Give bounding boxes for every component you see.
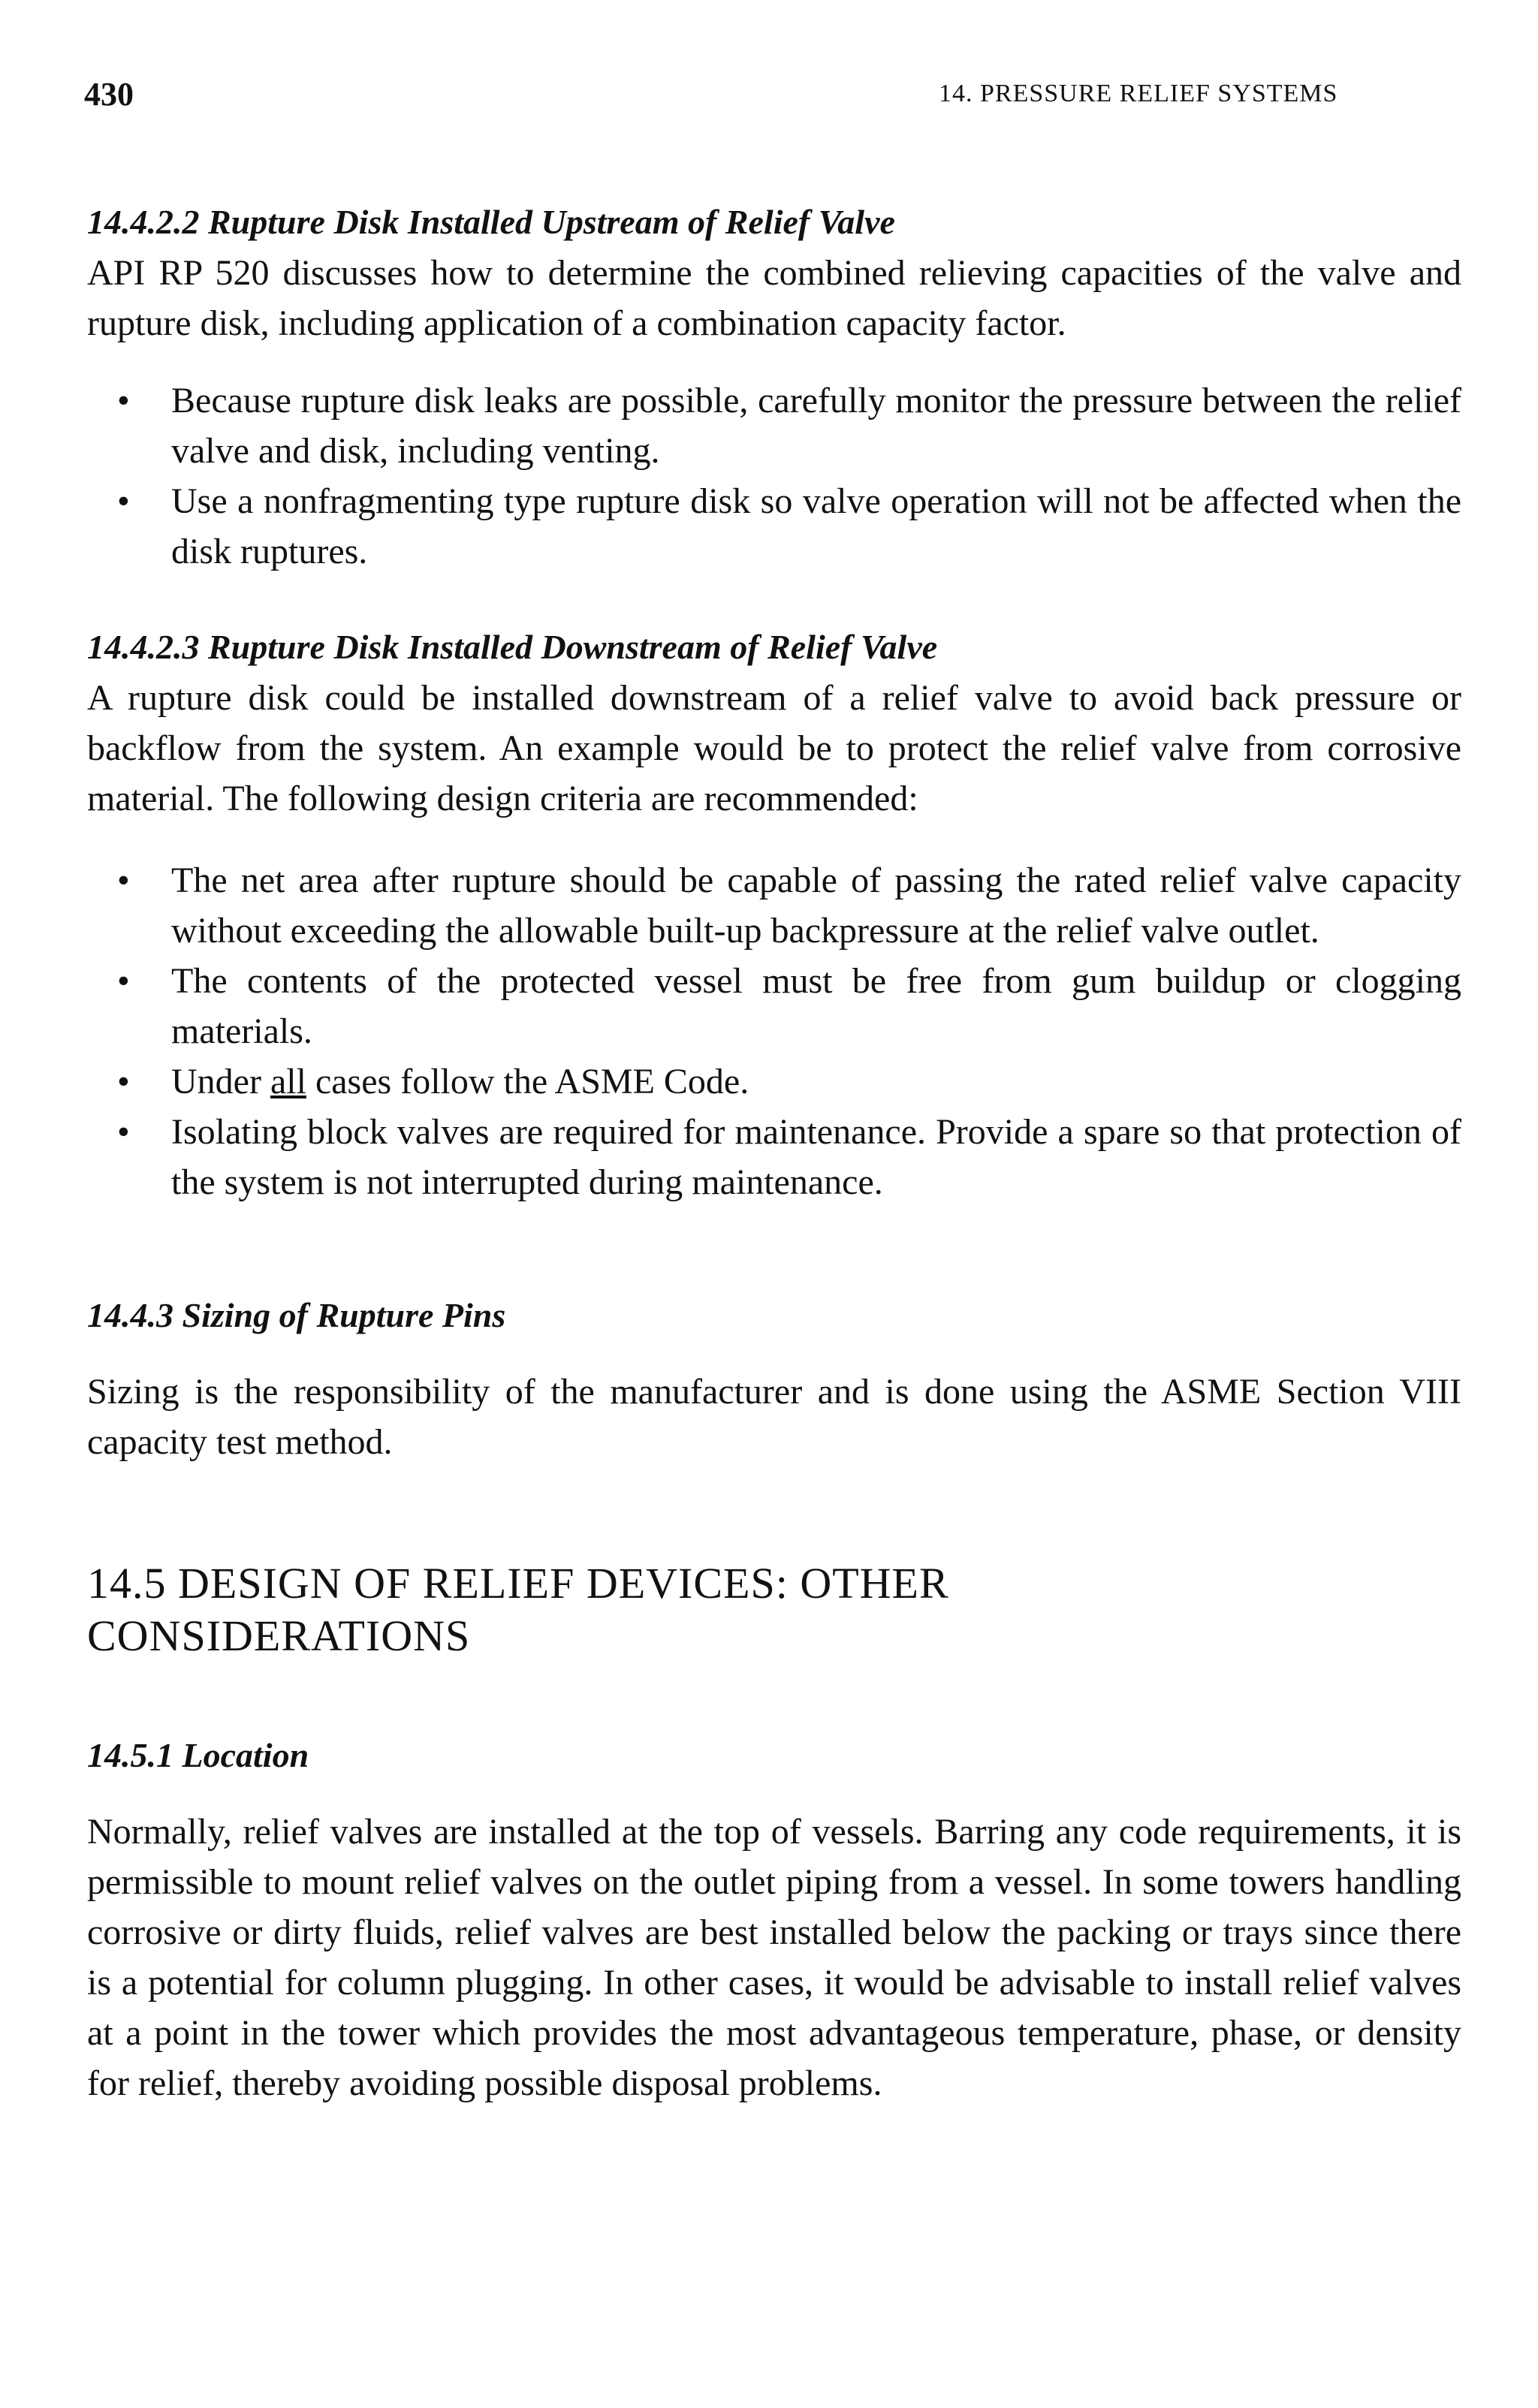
bullet-icon: • — [117, 860, 130, 900]
list-item-text-post: cases follow the ASME Code. — [315, 1062, 749, 1102]
bullet-icon: • — [117, 1062, 130, 1102]
list-item — [87, 855, 1461, 956]
heading-14-4-3: 14.4.3 Sizing of Rupture Pins — [87, 1296, 506, 1334]
heading-14-4-2-2: 14.4.2.2 Rupture Disk Installed Upstream of Relief Valve — [87, 203, 895, 241]
bullet-list-14-4-2-3 — [87, 855, 1461, 1207]
list-item-text: Use a nonfragmenting type rupture disk so valve operation will not be affected when the disk ruptures. — [171, 481, 1461, 571]
bullet-icon: • — [117, 961, 130, 1001]
bullet-icon: • — [117, 481, 130, 521]
emphasis-underline: all — [270, 1062, 306, 1102]
paragraph-14-4-2-3: A rupture disk could be installed downstream of a relief valve to avoid back pressure or backflow from the system. An example would be to protect the relief valve from corrosive material. The following design criteria are recommended: — [87, 678, 1461, 818]
list-item — [87, 1107, 1461, 1207]
paragraph-14-4-2-2: API RP 520 discusses how to determine the combined relieving capacities of the valve and rupture disk, including application of a combination capacity factor. — [87, 253, 1461, 343]
page-content — [87, 197, 1461, 2108]
list-item-text: Because rupture disk leaks are possible, carefully monitor the pressure between the relief valve and disk, including venting. — [171, 381, 1461, 471]
list-item — [87, 956, 1461, 1056]
list-item — [87, 1056, 1461, 1107]
list-item — [87, 375, 1461, 476]
running-title: 14. PRESSURE RELIEF SYSTEMS — [939, 80, 1338, 107]
list-item-text: Isolating block valves are required for maintenance. Provide a spare so that protection of the system is not interrupted during maintenance. — [171, 1112, 1461, 1202]
heading-14-4-2-3: 14.4.2.3 Rupture Disk Installed Downstream of Relief Valve — [87, 628, 938, 666]
section-title-14-5 — [87, 1557, 1461, 1662]
list-item-text-pre: Under — [171, 1062, 261, 1102]
paragraph-14-4-3: Sizing is the responsibility of the manufacturer and is done using the ASME Section VIII capacity test method. — [87, 1372, 1461, 1462]
bullet-list-14-4-2-2 — [87, 375, 1461, 577]
heading-14-5-1: 14.5.1 Location — [87, 1736, 309, 1774]
running-head — [84, 75, 1454, 120]
paragraph-14-5-1: Normally, relief valves are installed at the top of vessels. Barring any code requirements, it is permissible to mount relief valves on the outlet piping from a vessel. In some towers handling corrosive or dirty fluids, relief valves are best installed below the packing or trays since there is a potential for column plugging. In other cases, it would be advisable to install relief valves at a point in the tower which provides the most advantageous temperature, phase, or density for relief, thereby avoiding possible disposal problems. — [87, 1812, 1461, 2103]
section-title-line2: CONSIDERATIONS — [87, 1611, 471, 1660]
list-item — [87, 476, 1461, 577]
list-item-text: The contents of the protected vessel must be free from gum buildup or clogging materials. — [171, 961, 1461, 1051]
bullet-icon: • — [117, 381, 130, 420]
page-number: 430 — [84, 76, 134, 113]
section-title-line1: 14.5 DESIGN OF RELIEF DEVICES: OTHER — [87, 1559, 949, 1608]
list-item-text: The net area after rupture should be capable of passing the rated relief valve capacity without exceeding the allowable built-up backpressure at the relief valve outlet. — [171, 860, 1461, 951]
bullet-icon: • — [117, 1112, 130, 1152]
